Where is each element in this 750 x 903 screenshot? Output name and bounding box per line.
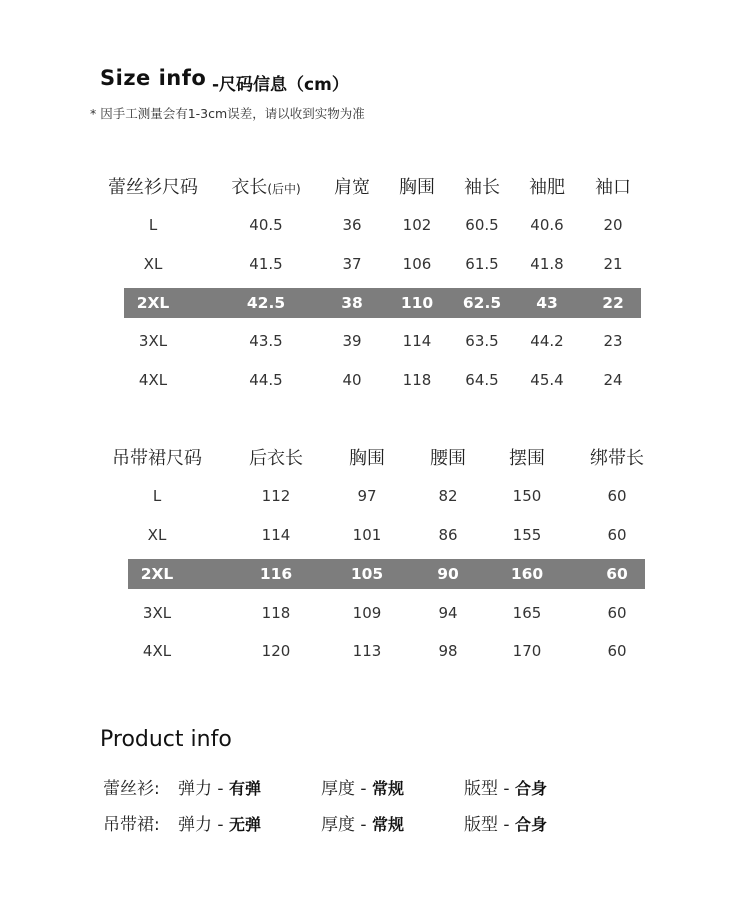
table-row — [0, 481, 750, 511]
table-row — [0, 636, 750, 666]
cell-value: 86 — [438, 526, 458, 544]
cell-value: 101 — [352, 526, 382, 544]
cell-value: 60 — [607, 604, 627, 622]
cell-value: 23 — [603, 332, 623, 350]
cell-value: 165 — [512, 604, 542, 622]
size-info-subtitle: -尺码信息（cm） — [212, 75, 349, 95]
cell-size: 2XL — [140, 565, 174, 583]
fit-value: 合身 — [514, 815, 547, 834]
cell-value: 38 — [341, 294, 363, 312]
cell-value: 118 — [402, 371, 432, 389]
fit-info: 版型 - 合身 — [464, 779, 547, 799]
table-row — [0, 326, 750, 356]
cell-value: 43 — [536, 294, 558, 312]
elastic-value: 无弹 — [228, 815, 261, 834]
cell-value: 45.4 — [530, 371, 564, 389]
cell-size: XL — [147, 526, 167, 544]
cell-size: 3XL — [142, 604, 172, 622]
cell-value: 60 — [607, 642, 627, 660]
cell-value: 41.8 — [530, 255, 564, 273]
thickness-info: 厚度 - 常规 — [321, 815, 404, 835]
cell-value: 116 — [259, 565, 293, 583]
cell-value: 98 — [438, 642, 458, 660]
cell-value: 90 — [437, 565, 459, 583]
thickness-value: 常规 — [371, 779, 404, 798]
header-sleeve-width: 袖肥 — [529, 177, 565, 198]
cell-value: 109 — [352, 604, 382, 622]
cell-size: XL — [143, 255, 163, 273]
cell-size: 3XL — [138, 332, 168, 350]
product-name: 蕾丝衫: — [103, 779, 160, 799]
header-size: 吊带裙尺码 — [112, 448, 202, 469]
table-row — [0, 249, 750, 279]
cell-value: 40.5 — [249, 216, 283, 234]
thickness-info: 厚度 - 常规 — [321, 779, 404, 799]
header-waist: 腰围 — [430, 448, 466, 469]
elastic-info: 弹力 - 无弹 — [178, 815, 261, 835]
cell-value: 118 — [261, 604, 291, 622]
cell-value: 114 — [402, 332, 432, 350]
cell-value: 113 — [352, 642, 382, 660]
table-row — [0, 520, 750, 550]
header-tie-length: 绑带长 — [590, 448, 644, 469]
measurement-note: * 因手工测量会有1-3cm误差，请以收到实物为准 — [90, 106, 365, 121]
cell-value: 60 — [607, 526, 627, 544]
cell-size: 2XL — [136, 294, 170, 312]
cell-value: 110 — [400, 294, 434, 312]
product-line-strap-dress — [0, 813, 750, 837]
cell-size: L — [152, 487, 162, 505]
elastic-info: 弹力 - 有弹 — [178, 779, 261, 799]
header-size: 蕾丝衫尺码 — [108, 177, 198, 198]
fit-value: 合身 — [514, 779, 547, 798]
header-sleeve-length: 袖长 — [464, 177, 500, 198]
cell-size: 4XL — [138, 371, 168, 389]
cell-size: L — [148, 216, 158, 234]
cell-value: 41.5 — [249, 255, 283, 273]
elastic-value: 有弹 — [228, 779, 261, 798]
header-bust: 胸围 — [349, 448, 385, 469]
cell-value: 94 — [438, 604, 458, 622]
header-length: 衣长(后中) — [231, 177, 301, 198]
cell-value: 62.5 — [462, 294, 502, 312]
header-bust: 胸围 — [399, 177, 435, 198]
thickness-value: 常规 — [371, 815, 404, 834]
cell-value: 60.5 — [465, 216, 499, 234]
cell-value: 44.2 — [530, 332, 564, 350]
size-info-title: Size info — [100, 66, 207, 90]
cell-value: 114 — [261, 526, 291, 544]
cell-value: 44.5 — [249, 371, 283, 389]
cell-value: 60 — [607, 487, 627, 505]
cell-value: 170 — [512, 642, 542, 660]
cell-value: 105 — [350, 565, 384, 583]
header-back-length: 后衣长 — [249, 448, 303, 469]
table-header-row — [0, 444, 750, 474]
cell-value: 42.5 — [246, 294, 286, 312]
cell-value: 60 — [606, 565, 628, 583]
table-row-highlighted — [128, 559, 645, 589]
fit-info: 版型 - 合身 — [464, 815, 547, 835]
cell-value: 120 — [261, 642, 291, 660]
cell-value: 39 — [342, 332, 362, 350]
table-row — [0, 598, 750, 628]
cell-value: 22 — [602, 294, 624, 312]
cell-value: 36 — [342, 216, 362, 234]
header-hem: 摆围 — [509, 448, 545, 469]
header-cuff: 袖口 — [595, 177, 631, 198]
product-name: 吊带裙: — [103, 815, 160, 835]
header-length-note: (后中) — [267, 182, 301, 196]
table-row — [0, 210, 750, 240]
cell-value: 160 — [510, 565, 544, 583]
cell-value: 102 — [402, 216, 432, 234]
table-row — [0, 365, 750, 395]
cell-value: 24 — [603, 371, 623, 389]
cell-value: 61.5 — [465, 255, 499, 273]
cell-value: 64.5 — [465, 371, 499, 389]
cell-value: 40.6 — [530, 216, 564, 234]
cell-value: 155 — [512, 526, 542, 544]
cell-value: 106 — [402, 255, 432, 273]
cell-value: 82 — [438, 487, 458, 505]
header-shoulder: 肩宽 — [334, 177, 370, 198]
table-row-highlighted — [124, 288, 641, 318]
cell-value: 43.5 — [249, 332, 283, 350]
cell-value: 37 — [342, 255, 362, 273]
product-line-lace — [0, 777, 750, 801]
product-info-title: Product info — [100, 727, 232, 752]
table-header-row — [0, 173, 750, 203]
cell-value: 21 — [603, 255, 623, 273]
cell-value: 63.5 — [465, 332, 499, 350]
cell-value: 97 — [357, 487, 377, 505]
cell-value: 20 — [603, 216, 623, 234]
cell-value: 40 — [342, 371, 362, 389]
cell-value: 150 — [512, 487, 542, 505]
cell-value: 112 — [261, 487, 291, 505]
cell-size: 4XL — [142, 642, 172, 660]
